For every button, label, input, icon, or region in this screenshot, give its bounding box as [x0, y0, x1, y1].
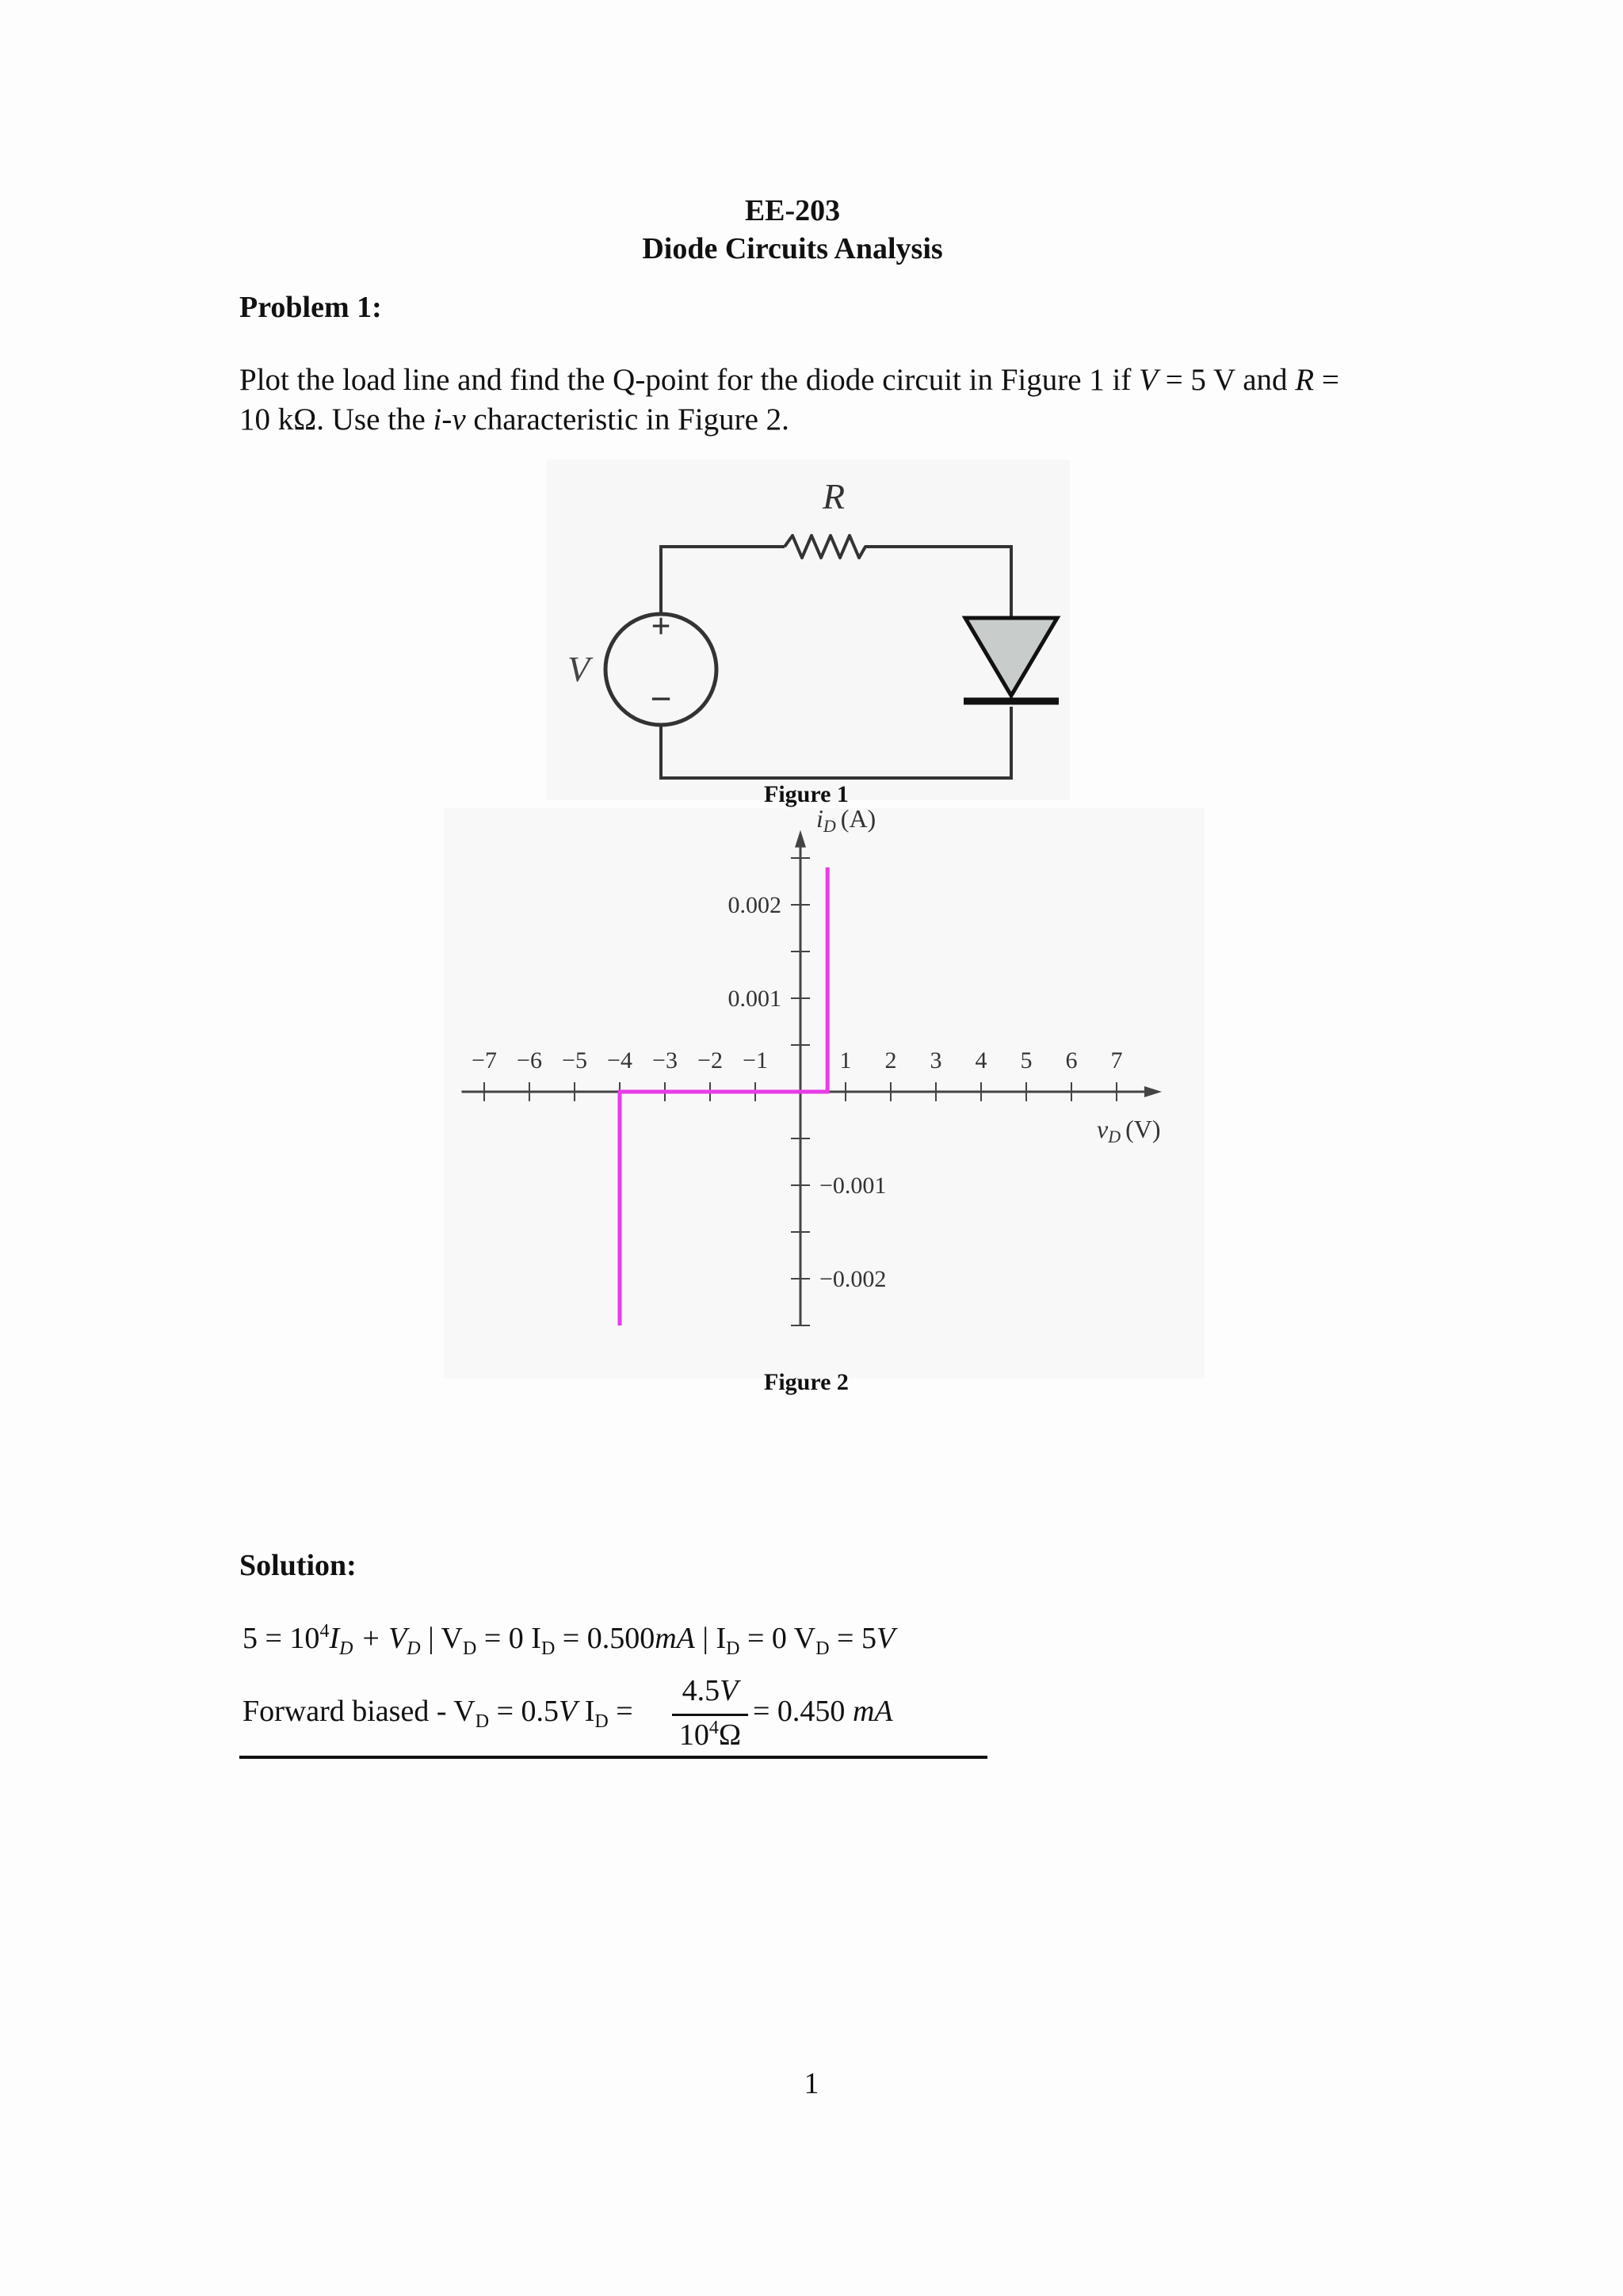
eq-subscript: D [726, 1638, 740, 1659]
eq-part: | V [420, 1622, 464, 1655]
variable-r: R [1295, 363, 1315, 397]
document-title: Diode Circuits Analysis [642, 232, 943, 265]
plus-sign: + [651, 607, 671, 646]
text-segment: characteristic in Figure 2. [465, 402, 789, 437]
x-tick-label: −5 [562, 1047, 587, 1074]
x-tick-label: 2 [884, 1047, 897, 1074]
x-tick-label: 7 [1110, 1047, 1123, 1074]
problem-heading: Problem 1: [239, 291, 382, 324]
text-segment: = 5 V and [1157, 363, 1296, 397]
eq-unit: mA [655, 1622, 695, 1655]
eq-part: 5 = 10 [242, 1622, 320, 1655]
fraction-numerator [672, 1673, 748, 1708]
equation-forward-biased [242, 1694, 633, 1733]
x-tick-label: 3 [930, 1047, 942, 1074]
solution-underline [239, 1756, 987, 1759]
eq-exponent: 4 [319, 1621, 330, 1642]
x-tick-label: −1 [743, 1047, 768, 1074]
x-tick-label: 6 [1065, 1047, 1078, 1074]
eq-exponent: 4 [708, 1718, 719, 1738]
eq-part: = 0 V [739, 1622, 816, 1655]
x-tick-label: −6 [517, 1047, 542, 1074]
y-tick-label: 0.002 [727, 892, 781, 918]
fraction-bar [672, 1714, 748, 1716]
eq-part: = 5 [829, 1622, 876, 1655]
eq-part: = 0.450 [753, 1695, 853, 1728]
problem-statement-line-2 [239, 400, 789, 440]
eq-part: = [608, 1695, 633, 1728]
solution-heading: Solution: [239, 1549, 357, 1582]
resistor-label: R [822, 476, 846, 517]
problem-statement-line-1 [239, 360, 1339, 400]
eq-part: | I [694, 1622, 727, 1655]
source-label: V [567, 649, 590, 689]
eq-part: 4.5 [682, 1674, 720, 1707]
text-segment: = [1314, 363, 1339, 397]
eq-part: = 0 I [476, 1622, 541, 1655]
x-tick-label: −4 [607, 1047, 632, 1074]
eq-part: = 0.500 [555, 1622, 655, 1655]
y-tick-label: −0.001 [819, 1173, 887, 1199]
eq-unit: V [876, 1622, 896, 1655]
eq-part: Forward biased - V [242, 1695, 475, 1728]
eq-unit: V [720, 1674, 739, 1707]
equation-load-line [242, 1621, 895, 1660]
page-number: 1 [804, 2067, 819, 2100]
iv-characteristic-chart [444, 808, 1205, 1379]
eq-subscript: D [815, 1638, 830, 1659]
variable-v: V [1139, 363, 1158, 397]
iv-term: i-v [433, 402, 466, 437]
figure-2-caption: Figure 2 [764, 1369, 849, 1395]
eq-unit: V [559, 1695, 578, 1728]
eq-subscript: D [407, 1638, 421, 1659]
eq-subscript: D [540, 1638, 556, 1659]
x-tick-label: 4 [975, 1047, 987, 1074]
eq-current: I [329, 1622, 340, 1655]
text-segment: 10 kΩ. Use the [239, 402, 433, 437]
eq-subscript: D [463, 1638, 477, 1659]
eq-part: = 0.5 [489, 1695, 559, 1728]
circuit-diagram [547, 460, 1070, 800]
y-tick-label: 0.001 [727, 986, 781, 1012]
x-axis-label: vD (V) [1097, 1115, 1161, 1146]
eq-subscript: D [339, 1638, 353, 1659]
x-tick-label: −7 [472, 1047, 497, 1074]
fraction-denominator [672, 1718, 748, 1753]
x-tick-label: 5 [1020, 1047, 1033, 1074]
course-code: EE-203 [744, 194, 841, 227]
eq-part: 10 [678, 1718, 709, 1752]
y-tick-label: −0.002 [819, 1266, 887, 1292]
equation-result [753, 1694, 893, 1729]
x-tick-label: −2 [697, 1047, 723, 1074]
text-segment: Plot the load line and find the Q-point for the diode circuit in Figure 1 if [239, 363, 1140, 397]
x-tick-label: 1 [839, 1047, 852, 1074]
eq-unit: mA [852, 1695, 893, 1728]
eq-subscript: D [475, 1711, 490, 1732]
eq-unit: Ω [718, 1718, 742, 1752]
y-axis-label: iD (A) [816, 808, 876, 836]
figure-1-caption: Figure 1 [764, 781, 849, 807]
eq-subscript: D [594, 1711, 609, 1732]
minus-sign: − [650, 678, 672, 720]
x-tick-label: −3 [652, 1047, 678, 1074]
eq-part: I [577, 1695, 595, 1728]
eq-part: + V [353, 1622, 407, 1655]
